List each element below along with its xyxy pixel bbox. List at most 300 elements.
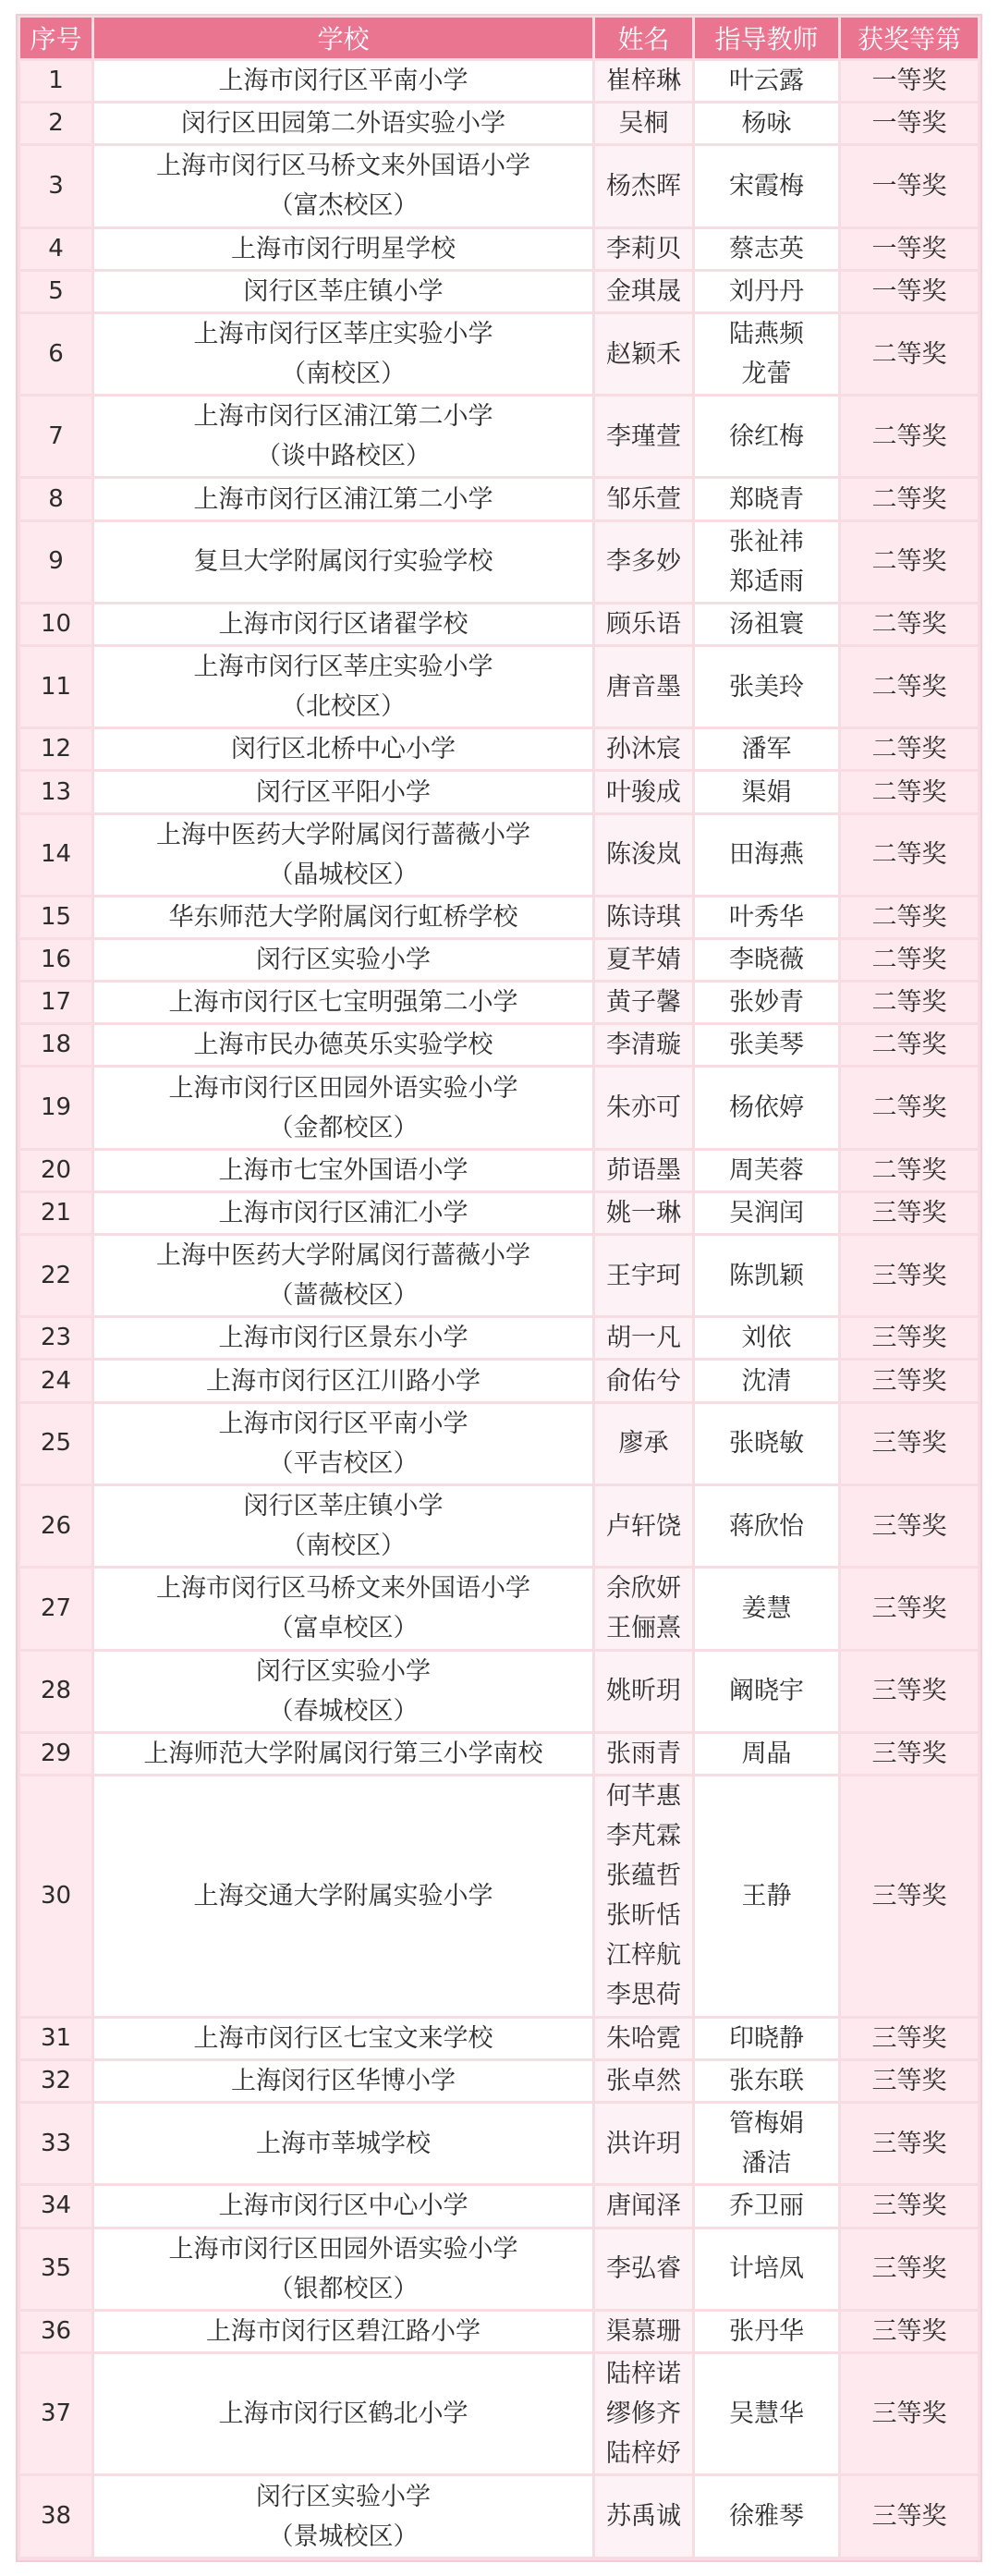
student-name: 朱亦可 [606, 1093, 681, 1123]
school-name: （南校区） [281, 360, 406, 388]
teacher-name: 乔卫丽 [729, 2191, 804, 2221]
header-school: 学校 [94, 18, 595, 61]
teacher-name: 徐红梅 [729, 421, 804, 451]
school-cell [94, 2104, 595, 2186]
student-name: 叶骏成 [606, 777, 681, 807]
row-number: 22 [20, 1236, 94, 1318]
row-number: 8 [20, 479, 94, 521]
student-cell [595, 2229, 695, 2312]
award-cell: 一等奖 [841, 272, 978, 314]
table-row [20, 2476, 978, 2559]
award-cell: 二等奖 [841, 647, 978, 729]
teacher-cell [695, 1361, 841, 1403]
school-name: 上海市闵行区景东小学 [218, 1324, 469, 1353]
student-cell [595, 2186, 695, 2228]
student-name: 李芃霖 [606, 1822, 681, 1851]
teacher-name: 郑适雨 [729, 567, 804, 596]
school-name: 上海市闵行区莘庄实验小学 [193, 653, 493, 682]
school-name: 上海市闵行区马桥文来外国语小学 [156, 1574, 530, 1604]
table-row [20, 61, 978, 104]
teacher-name: 李晓薇 [729, 946, 804, 975]
award-cell: 三等奖 [841, 1193, 978, 1236]
row-number: 13 [20, 772, 94, 814]
teacher-name: 叶秀华 [729, 902, 804, 932]
row-number: 18 [20, 1025, 94, 1068]
teacher-cell [695, 1652, 841, 1734]
student-name: 卢轩饶 [606, 1511, 681, 1541]
row-number: 32 [20, 2061, 94, 2104]
teacher-cell [695, 2354, 841, 2476]
award-cell: 三等奖 [841, 1652, 978, 1734]
student-name: 李多妙 [606, 547, 681, 577]
school-name: 上海市莘城学校 [256, 2129, 431, 2158]
school-cell [94, 983, 595, 1025]
row-number: 23 [20, 1318, 94, 1361]
school-name: 上海市民办德英乐实验学校 [193, 1031, 493, 1060]
student-cell [595, 229, 695, 272]
student-name: 陆梓妤 [606, 2439, 681, 2469]
table-row [20, 1361, 978, 1403]
student-name: 李弘睿 [606, 2254, 681, 2284]
teacher-cell [695, 272, 841, 314]
student-cell [595, 2354, 695, 2476]
student-name: 陆梓诺 [606, 2360, 681, 2389]
table-row [20, 983, 978, 1025]
teacher-name: 张晓敏 [729, 1429, 804, 1459]
student-cell [595, 104, 695, 146]
teacher-name: 陆燕频 [729, 320, 804, 348]
student-name: 顾乐语 [606, 609, 681, 639]
row-number: 28 [20, 1652, 94, 1734]
school-name: 上海市闵行区浦江第二小学 [193, 484, 493, 514]
student-cell [595, 2476, 695, 2559]
award-cell: 三等奖 [841, 1318, 978, 1361]
school-name: 华东师范大学附属闵行虹桥学校 [168, 902, 518, 932]
row-number: 20 [20, 1151, 94, 1193]
table-row [20, 2312, 978, 2354]
school-cell [94, 229, 595, 272]
school-name: （平吉校区） [268, 1448, 419, 1478]
student-cell [595, 729, 695, 772]
teacher-name: 姜慧 [741, 1593, 792, 1623]
row-number: 24 [20, 1361, 94, 1403]
table-row [20, 729, 978, 772]
student-cell [595, 1025, 695, 1068]
school-name: 上海市闵行区田园外语实验小学 [168, 1073, 518, 1103]
header-teacher: 指导教师 [695, 18, 841, 61]
award-cell: 三等奖 [841, 2104, 978, 2186]
teacher-cell [695, 61, 841, 104]
teacher-name: 张美琴 [729, 1031, 804, 1060]
school-name: 上海市七宝外国语小学 [218, 1155, 469, 1185]
student-name: 渠慕珊 [606, 2316, 681, 2346]
table-row [20, 1486, 978, 1569]
school-cell [94, 397, 595, 479]
award-cell: 二等奖 [841, 983, 978, 1025]
teacher-name: 蒋欣怡 [729, 1511, 804, 1541]
school-cell [94, 1361, 595, 1403]
student-name: 张卓然 [606, 2067, 681, 2096]
student-cell [595, 1151, 695, 1193]
student-name: 陈诗琪 [606, 902, 681, 932]
student-cell [595, 1404, 695, 1486]
school-name: （晶城校区） [268, 860, 419, 889]
header-award: 获奖等第 [841, 18, 978, 61]
award-cell: 二等奖 [841, 1068, 978, 1150]
award-cell: 二等奖 [841, 314, 978, 397]
student-cell [595, 1193, 695, 1236]
student-name: 吴桐 [618, 109, 669, 139]
row-number: 34 [20, 2186, 94, 2228]
school-name: 上海市闵行区七宝明强第二小学 [168, 988, 518, 1018]
row-number: 19 [20, 1068, 94, 1150]
student-name: 邹乐萱 [606, 484, 681, 514]
award-cell: 三等奖 [841, 2186, 978, 2228]
school-name: 闵行区莘庄镇小学 [243, 1492, 444, 1521]
student-name: 黄子馨 [606, 988, 681, 1018]
row-number: 7 [20, 397, 94, 479]
student-name: 姚一琳 [606, 1198, 681, 1227]
student-name: 张雨青 [606, 1739, 681, 1768]
table-row [20, 604, 978, 647]
student-cell [595, 647, 695, 729]
teacher-name: 宋霞梅 [729, 171, 804, 201]
school-cell [94, 522, 595, 604]
teacher-cell [695, 2104, 841, 2186]
table-row [20, 1193, 978, 1236]
student-name: 张昕恬 [606, 1901, 681, 1931]
teacher-name: 周晶 [741, 1739, 792, 1768]
school-cell [94, 146, 595, 228]
student-name: 崔梓琳 [606, 67, 681, 96]
row-number: 9 [20, 522, 94, 604]
row-number: 14 [20, 815, 94, 897]
teacher-cell [695, 522, 841, 604]
school-name: （蔷薇校区） [268, 1281, 419, 1311]
student-cell [595, 522, 695, 604]
teacher-cell [695, 2019, 841, 2061]
school-name: 上海市闵行区七宝文来学校 [193, 2023, 493, 2053]
awards-table [20, 18, 978, 2559]
row-number: 15 [20, 897, 94, 940]
row-number: 12 [20, 729, 94, 772]
school-cell [94, 1193, 595, 1236]
award-cell: 三等奖 [841, 2476, 978, 2559]
row-number: 2 [20, 104, 94, 146]
teacher-name: 渠娟 [741, 777, 792, 807]
row-number: 17 [20, 983, 94, 1025]
award-cell: 二等奖 [841, 815, 978, 897]
student-name: 朱哈霓 [606, 2023, 681, 2053]
school-name: 上海师范大学附属闵行第三小学南校 [143, 1739, 543, 1768]
teacher-cell [695, 1569, 841, 1651]
school-cell [94, 815, 595, 897]
table-row [20, 1734, 978, 1776]
award-cell: 三等奖 [841, 1486, 978, 1569]
school-name: 上海市闵行区诸翟学校 [218, 609, 469, 639]
school-name: 上海市闵行区马桥文来外国语小学 [156, 152, 530, 181]
teacher-cell [695, 1068, 841, 1150]
school-cell [94, 897, 595, 940]
row-number: 1 [20, 61, 94, 104]
award-cell: 一等奖 [841, 229, 978, 272]
school-name: 闵行区莘庄镇小学 [243, 276, 444, 306]
teacher-cell [695, 1193, 841, 1236]
school-name: 闵行区实验小学 [256, 946, 431, 975]
school-name: （景城校区） [268, 2521, 419, 2551]
student-name: 俞佑兮 [606, 1366, 681, 1396]
table-row [20, 272, 978, 314]
table-row [20, 1068, 978, 1150]
teacher-cell [695, 897, 841, 940]
table-row [20, 2354, 978, 2476]
award-cell: 一等奖 [841, 104, 978, 146]
school-name: 上海市闵行区碧江路小学 [206, 2316, 481, 2346]
table-row [20, 229, 978, 272]
school-name: 闵行区实验小学 [256, 2482, 431, 2511]
student-name: 夏芊婧 [606, 946, 681, 975]
table-row [20, 397, 978, 479]
school-name: 复旦大学附属闵行实验学校 [193, 547, 493, 577]
row-number: 21 [20, 1193, 94, 1236]
teacher-name: 计培凤 [729, 2254, 804, 2284]
award-cell: 一等奖 [841, 146, 978, 228]
school-cell [94, 1068, 595, 1150]
school-name: 上海市闵行区中心小学 [218, 2191, 469, 2221]
student-cell [595, 1486, 695, 1569]
school-cell [94, 2312, 595, 2354]
award-cell: 二等奖 [841, 729, 978, 772]
school-cell [94, 1652, 595, 1734]
award-cell: 三等奖 [841, 2061, 978, 2104]
table-row [20, 2019, 978, 2061]
student-name: 唐音墨 [606, 672, 681, 702]
teacher-name: 陈凯颖 [729, 1261, 804, 1290]
row-number: 30 [20, 1776, 94, 2019]
teacher-name: 刘依 [741, 1324, 792, 1353]
student-cell [595, 1361, 695, 1403]
student-cell [595, 1318, 695, 1361]
row-number: 4 [20, 229, 94, 272]
table-row [20, 2186, 978, 2228]
table-row [20, 897, 978, 940]
school-name: 上海中医药大学附属闵行蔷薇小学 [156, 1241, 530, 1271]
student-name: 江梓航 [606, 1941, 681, 1971]
student-cell [595, 2312, 695, 2354]
school-cell [94, 772, 595, 814]
school-cell [94, 272, 595, 314]
student-cell [595, 1569, 695, 1651]
table-row [20, 1318, 978, 1361]
table-row [20, 1151, 978, 1193]
teacher-name: 郑晓青 [729, 484, 804, 514]
student-cell [595, 2019, 695, 2061]
teacher-name: 叶云露 [729, 67, 804, 96]
student-cell [595, 2061, 695, 2104]
teacher-name: 张丹华 [729, 2316, 804, 2346]
table-row [20, 146, 978, 228]
school-cell [94, 604, 595, 647]
student-cell [595, 983, 695, 1025]
header-no: 序号 [20, 18, 94, 61]
school-name: 闵行区平阳小学 [256, 777, 431, 807]
teacher-cell [695, 229, 841, 272]
table-row [20, 1776, 978, 2019]
teacher-name: 张妙青 [729, 988, 804, 1018]
school-name: 上海市闵行区田园外语实验小学 [168, 2234, 518, 2264]
school-name: 上海市闵行区莘庄实验小学 [193, 320, 493, 348]
student-cell [595, 272, 695, 314]
teacher-cell [695, 772, 841, 814]
teacher-cell [695, 604, 841, 647]
table-row [20, 1652, 978, 1734]
school-cell [94, 1569, 595, 1651]
award-cell: 二等奖 [841, 479, 978, 521]
teacher-name: 管梅娟 [729, 2109, 804, 2139]
table-header-row [20, 18, 978, 61]
teacher-cell [695, 2061, 841, 2104]
row-number: 31 [20, 2019, 94, 2061]
school-cell [94, 2186, 595, 2228]
table-row [20, 2229, 978, 2312]
award-cell: 二等奖 [841, 604, 978, 647]
school-cell [94, 2354, 595, 2476]
table-row [20, 104, 978, 146]
school-name: （银都校区） [268, 2274, 419, 2303]
teacher-name: 龙蕾 [741, 360, 792, 388]
teacher-name: 徐雅琴 [729, 2502, 804, 2532]
teacher-cell [695, 1734, 841, 1776]
header-name: 姓名 [595, 18, 695, 61]
table-row [20, 772, 978, 814]
table-row [20, 522, 978, 604]
school-name: 闵行区北桥中心小学 [231, 735, 456, 764]
row-number: 29 [20, 1734, 94, 1776]
school-cell [94, 479, 595, 521]
award-cell: 三等奖 [841, 1776, 978, 2019]
teacher-cell [695, 146, 841, 228]
teacher-name: 王静 [741, 1881, 792, 1911]
school-name: 闵行区田园第二外语实验小学 [181, 109, 505, 139]
student-name: 姚昕玥 [606, 1677, 681, 1706]
school-cell [94, 647, 595, 729]
teacher-cell [695, 314, 841, 397]
award-cell: 三等奖 [841, 2312, 978, 2354]
student-name: 陈浚岚 [606, 840, 681, 870]
award-cell: 二等奖 [841, 522, 978, 604]
row-number: 33 [20, 2104, 94, 2186]
student-name: 李莉贝 [606, 234, 681, 263]
school-name: 上海市闵行区浦江第二小学 [193, 402, 493, 432]
student-name: 李思荷 [606, 1981, 681, 2010]
table-row [20, 1404, 978, 1486]
student-name: 茆语墨 [606, 1155, 681, 1185]
table-row [20, 1025, 978, 1068]
student-name: 李清璇 [606, 1031, 681, 1060]
teacher-cell [695, 940, 841, 983]
award-cell: 二等奖 [841, 897, 978, 940]
student-cell [595, 815, 695, 897]
student-cell [595, 2104, 695, 2186]
student-name: 廖承 [618, 1429, 669, 1459]
teacher-name: 潘军 [741, 735, 792, 764]
school-cell [94, 1404, 595, 1486]
student-cell [595, 314, 695, 397]
student-cell [595, 1652, 695, 1734]
teacher-cell [695, 815, 841, 897]
teacher-cell [695, 479, 841, 521]
teacher-name: 阚晓宇 [729, 1677, 804, 1706]
school-cell [94, 1486, 595, 1569]
student-name: 苏禹诚 [606, 2502, 681, 2532]
teacher-cell [695, 2229, 841, 2312]
award-cell: 三等奖 [841, 1236, 978, 1318]
school-cell [94, 729, 595, 772]
teacher-name: 张祉祎 [729, 527, 804, 556]
award-cell: 一等奖 [841, 61, 978, 104]
teacher-cell [695, 1486, 841, 1569]
student-cell [595, 1236, 695, 1318]
award-cell: 三等奖 [841, 1734, 978, 1776]
award-cell: 二等奖 [841, 772, 978, 814]
teacher-cell [695, 2312, 841, 2354]
school-name: 上海市闵行区鹤北小学 [218, 2399, 469, 2429]
table-row [20, 2061, 978, 2104]
school-name: （南校区） [281, 1532, 406, 1561]
school-name: （富杰校区） [268, 191, 419, 221]
school-cell [94, 1318, 595, 1361]
school-cell [94, 1776, 595, 2019]
teacher-cell [695, 1236, 841, 1318]
row-number: 38 [20, 2476, 94, 2559]
row-number: 25 [20, 1404, 94, 1486]
table-row [20, 479, 978, 521]
school-name: 上海市闵行区浦汇小学 [218, 1198, 469, 1227]
school-name: （春城校区） [268, 1696, 419, 1726]
student-cell [595, 1776, 695, 2019]
school-name: 闵行区实验小学 [256, 1656, 431, 1686]
school-cell [94, 314, 595, 397]
row-number: 16 [20, 940, 94, 983]
teacher-name: 汤祖寰 [729, 609, 804, 639]
table-row [20, 815, 978, 897]
teacher-cell [695, 647, 841, 729]
school-name: 上海市闵行区平南小学 [218, 1409, 469, 1438]
teacher-cell [695, 1025, 841, 1068]
row-number: 10 [20, 604, 94, 647]
student-cell [595, 61, 695, 104]
student-cell [595, 479, 695, 521]
student-name: 李瑾萱 [606, 421, 681, 451]
table-row [20, 2104, 978, 2186]
award-cell: 三等奖 [841, 1569, 978, 1651]
school-cell [94, 2229, 595, 2312]
student-name: 胡一凡 [606, 1324, 681, 1353]
teacher-name: 张美玲 [729, 672, 804, 702]
school-cell [94, 2476, 595, 2559]
school-cell [94, 1151, 595, 1193]
school-cell [94, 1236, 595, 1318]
award-cell: 二等奖 [841, 1025, 978, 1068]
school-cell [94, 940, 595, 983]
award-cell: 三等奖 [841, 2019, 978, 2061]
student-name: 赵颖禾 [606, 339, 681, 369]
teacher-name: 吴慧华 [729, 2399, 804, 2429]
student-cell [595, 397, 695, 479]
award-cell: 三等奖 [841, 2229, 978, 2312]
teacher-name: 吴润闰 [729, 1198, 804, 1227]
teacher-name: 周芙蓉 [729, 1155, 804, 1185]
